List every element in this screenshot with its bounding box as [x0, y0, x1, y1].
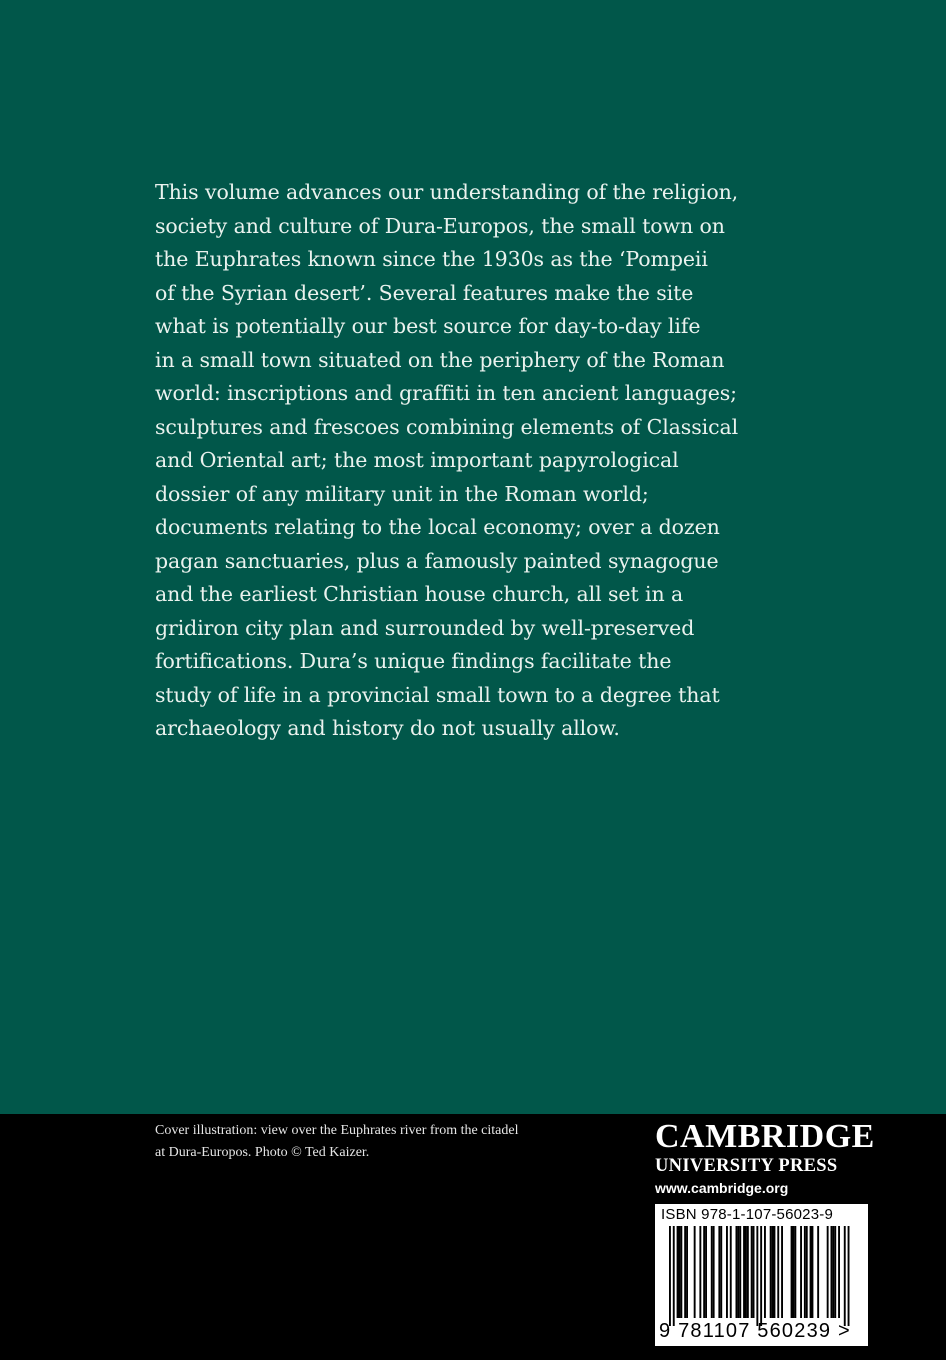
- barcode-bar: [736, 1226, 738, 1318]
- barcode-bar: [745, 1226, 747, 1318]
- publisher-subtitle: UNIVERSITY PRESS: [655, 1156, 838, 1176]
- blurb-line: world: inscriptions and graffiti in ten ancient languages;: [155, 381, 737, 405]
- barcode-bar: [669, 1226, 671, 1326]
- barcode-bar: [781, 1226, 783, 1318]
- blurb-line: the Euphrates known since the 1930s as the ‘Pompeii: [155, 247, 708, 271]
- barcode-bar: [730, 1226, 732, 1318]
- barcode-bar: [812, 1226, 814, 1318]
- blurb-line: in a small town situated on the periphery of the Roman: [155, 347, 725, 372]
- barcode-bar: [794, 1226, 796, 1318]
- barcode-bar: [817, 1226, 819, 1318]
- blurb-line: gridiron city plan and surrounded by well-preserved: [155, 615, 695, 640]
- blurb-line: and the earliest Christian house church, all set in a: [155, 582, 684, 606]
- barcode-bar: [753, 1226, 755, 1318]
- caption-line: at Dura-Europos. Photo © Ted Kaizer.: [155, 1145, 370, 1160]
- barcode-bar: [673, 1226, 675, 1326]
- barcode-bar: [777, 1226, 779, 1318]
- barcode-bar: [705, 1226, 707, 1318]
- barcode-bar: [831, 1226, 833, 1318]
- barcode-bar: [718, 1226, 720, 1318]
- barcode-bar: [686, 1226, 688, 1318]
- barcode-bar: [739, 1226, 741, 1318]
- barcode-bar: [720, 1226, 722, 1318]
- barcode-bar: [804, 1226, 806, 1318]
- barcode-bar: [679, 1226, 681, 1318]
- barcode-bar: [703, 1226, 705, 1318]
- isbn-label: ISBN 978-1-107-56023-9: [661, 1206, 834, 1223]
- barcode-bar: [751, 1226, 753, 1318]
- barcode-bar: [791, 1226, 793, 1318]
- blurb-line: society and culture of Dura-Europos, the small town on: [155, 213, 725, 238]
- barcode-bar: [834, 1226, 836, 1318]
- publisher-url: www.cambridge.org: [655, 1180, 789, 1196]
- publisher-name: CAMBRIDGE: [655, 1118, 875, 1155]
- caption-line: Cover illustration: view over the Euphrates river from the citadel: [155, 1123, 519, 1138]
- barcode-bars: [655, 1224, 868, 1326]
- blurb-line: documents relating to the local economy; over a dozen: [155, 515, 720, 539]
- publisher-logo: [655, 1118, 875, 1199]
- barcode-bar: [806, 1226, 808, 1318]
- barcode-bar: [711, 1226, 713, 1318]
- barcode-bar: [793, 1226, 795, 1318]
- barcode-bar: [677, 1226, 679, 1318]
- barcode-bar: [694, 1226, 696, 1318]
- isbn-barcode: [655, 1204, 868, 1346]
- blurb-text: [155, 176, 739, 746]
- barcode-bar: [684, 1226, 686, 1318]
- blurb-line: fortifications. Dura’s unique findings facilitate the: [155, 649, 672, 673]
- blurb-line: This volume advances our understanding of the religion,: [155, 180, 739, 204]
- barcode-bar: [774, 1226, 776, 1318]
- barcode-bar: [770, 1226, 772, 1318]
- barcode-bar: [810, 1226, 812, 1318]
- barcode-bar: [764, 1226, 766, 1318]
- barcode-bar: [743, 1226, 745, 1318]
- barcode-bar: [737, 1226, 739, 1318]
- blurb-line: what is potentially our best source for day-to-day life: [155, 314, 701, 338]
- barcode-bar: [844, 1226, 846, 1326]
- blurb-line: study of life in a provincial small town to a degree that: [155, 682, 720, 707]
- blurb-line: of the Syrian desert’. Several features make the site: [155, 280, 694, 305]
- barcode-bar: [832, 1226, 834, 1318]
- blurb-line: pagan sanctuaries, plus a famously painted synagogue: [155, 548, 719, 573]
- barcode-bar: [838, 1226, 840, 1318]
- barcode-bar: [800, 1226, 802, 1318]
- ean-digits: 9 781107 560239 >: [659, 1320, 851, 1342]
- blurb-line: dossier of any military unit in the Roman world;: [155, 481, 649, 506]
- cover-caption: [155, 1120, 575, 1164]
- barcode-bar: [699, 1226, 701, 1318]
- barcode-bar: [726, 1226, 728, 1318]
- barcode-bar: [760, 1226, 762, 1326]
- barcode-bar: [680, 1226, 682, 1318]
- barcode-bar: [848, 1226, 850, 1326]
- barcode-bar: [747, 1226, 749, 1318]
- blurb-line: archaeology and history do not usually allow.: [155, 716, 620, 740]
- barcode-bar: [713, 1226, 715, 1318]
- barcode-bar: [772, 1226, 774, 1318]
- blurb-line: and Oriental art; the most important papyrological: [155, 448, 679, 472]
- barcode-bar: [827, 1226, 829, 1318]
- blurb-line: sculptures and frescoes combining elements of Classical: [155, 414, 739, 439]
- barcode-bar: [756, 1226, 758, 1326]
